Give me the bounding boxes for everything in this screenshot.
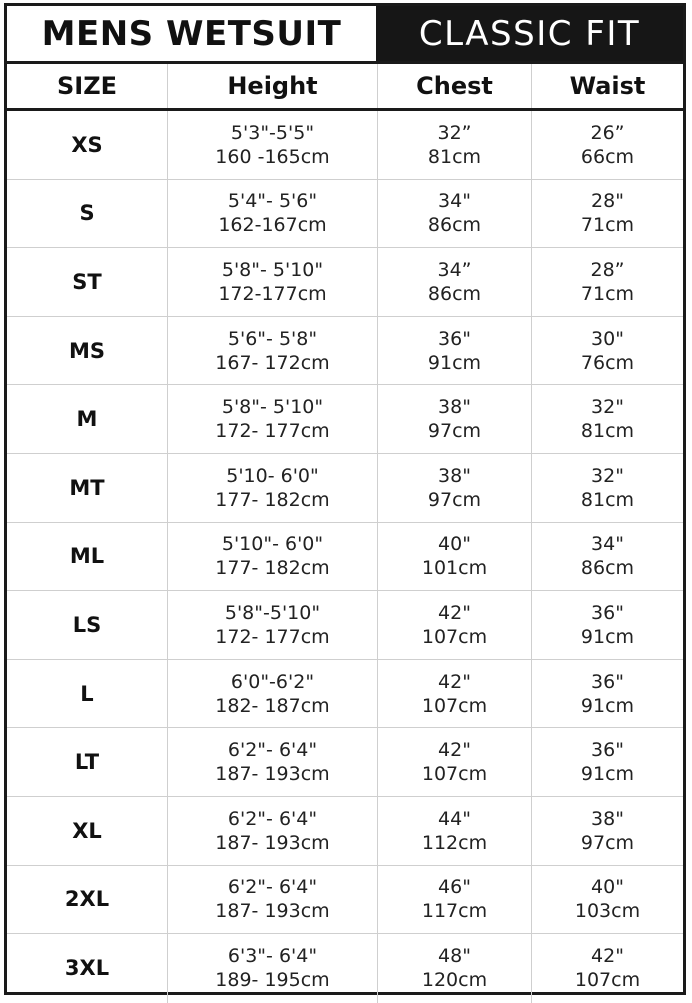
waist-value — [532, 180, 683, 248]
chest-imperial: 44" — [438, 807, 471, 830]
height-value — [168, 180, 378, 248]
waist-imperial: 28” — [590, 258, 625, 281]
waist-value — [532, 797, 683, 865]
height-value — [168, 454, 378, 522]
height-imperial: 5'6"- 5'8" — [227, 327, 318, 350]
chest-value — [378, 523, 532, 591]
chest-imperial: 38" — [438, 464, 471, 487]
waist-imperial: 32" — [591, 464, 624, 487]
chest-imperial: 32” — [437, 121, 472, 144]
waist-imperial: 36" — [591, 601, 624, 624]
waist-metric: 103cm — [574, 900, 641, 923]
size-value: S — [7, 180, 168, 248]
column-header-chest: Chest — [378, 64, 532, 108]
chest-imperial: 48" — [438, 945, 471, 968]
waist-metric: 66cm — [580, 145, 635, 168]
chest-imperial: 42" — [438, 601, 471, 624]
chest-imperial: 34” — [437, 258, 472, 281]
height-imperial: 6'3"- 6'4" — [227, 945, 318, 968]
chest-value — [378, 591, 532, 659]
chest-imperial: 42" — [438, 739, 471, 762]
chest-imperial: 46" — [438, 876, 471, 899]
title-bar — [7, 6, 683, 64]
height-imperial: 5'8"- 5'10" — [221, 258, 324, 281]
waist-metric: 76cm — [580, 351, 635, 374]
chest-value — [378, 797, 532, 865]
height-metric: 162-167cm — [218, 214, 327, 237]
table-row — [7, 934, 683, 1003]
waist-imperial: 36" — [591, 670, 624, 693]
height-imperial: 5'8"-5'10" — [224, 601, 321, 624]
height-imperial: 5'8"- 5'10" — [221, 396, 324, 419]
chest-value — [378, 934, 532, 1003]
height-imperial: 5'4"- 5'6" — [227, 190, 318, 213]
height-value — [168, 248, 378, 316]
size-chart — [4, 3, 686, 995]
chest-metric: 91cm — [427, 351, 482, 374]
waist-metric: 71cm — [580, 282, 635, 305]
size-value: ST — [7, 248, 168, 316]
waist-value — [532, 934, 683, 1003]
table-row — [7, 866, 683, 935]
waist-metric: 71cm — [580, 214, 635, 237]
chest-value — [378, 728, 532, 796]
column-header-row — [7, 64, 683, 111]
fit-label: CLASSIC FIT — [376, 6, 683, 61]
size-value: MS — [7, 317, 168, 385]
waist-metric: 86cm — [580, 557, 635, 580]
height-imperial: 5'3"-5'5" — [230, 121, 315, 144]
height-imperial: 6'2"- 6'4" — [227, 739, 318, 762]
height-imperial: 5'10"- 6'0" — [221, 533, 324, 556]
height-value — [168, 523, 378, 591]
table-row — [7, 111, 683, 180]
waist-value — [532, 111, 683, 179]
chest-imperial: 38" — [438, 396, 471, 419]
size-value: M — [7, 385, 168, 453]
table-row — [7, 180, 683, 249]
chest-value — [378, 385, 532, 453]
size-value: XL — [7, 797, 168, 865]
waist-imperial: 32" — [591, 396, 624, 419]
waist-imperial: 40" — [591, 876, 624, 899]
height-value — [168, 866, 378, 934]
size-value: L — [7, 660, 168, 728]
column-header-waist: Waist — [569, 72, 646, 100]
height-metric: 172- 177cm — [215, 420, 330, 443]
chest-imperial: 34" — [438, 190, 471, 213]
height-metric: 187- 193cm — [215, 763, 330, 786]
table-row — [7, 454, 683, 523]
waist-metric: 91cm — [580, 694, 635, 717]
height-value — [168, 385, 378, 453]
height-metric: 182- 187cm — [215, 694, 330, 717]
chest-metric: 86cm — [427, 214, 482, 237]
height-value — [168, 934, 378, 1003]
table-row — [7, 797, 683, 866]
height-metric: 172- 177cm — [215, 625, 330, 648]
waist-value — [532, 660, 683, 728]
height-imperial: 6'2"- 6'4" — [227, 876, 318, 899]
waist-imperial: 36" — [591, 739, 624, 762]
waist-value — [532, 523, 683, 591]
chest-metric: 112cm — [421, 831, 488, 854]
table-row — [7, 660, 683, 729]
chest-imperial: 40" — [438, 533, 471, 556]
height-value — [168, 797, 378, 865]
size-value: ML — [7, 523, 168, 591]
table-row — [7, 317, 683, 386]
waist-imperial: 30" — [591, 327, 624, 350]
column-header-size: SIZE — [7, 64, 168, 108]
chest-metric: 81cm — [427, 145, 482, 168]
size-value: LT — [7, 728, 168, 796]
chest-imperial: 36" — [438, 327, 471, 350]
height-value — [168, 317, 378, 385]
chest-metric: 107cm — [421, 763, 488, 786]
table-body — [7, 111, 683, 1003]
table-row — [7, 248, 683, 317]
size-value: MT — [7, 454, 168, 522]
height-metric: 177- 182cm — [215, 488, 330, 511]
table-row — [7, 728, 683, 797]
waist-metric: 97cm — [580, 831, 635, 854]
waist-imperial: 38" — [591, 807, 624, 830]
size-value: XS — [7, 111, 168, 179]
size-value: 3XL — [7, 934, 168, 1003]
waist-value — [532, 728, 683, 796]
waist-value — [532, 248, 683, 316]
table-row — [7, 591, 683, 660]
column-header-height: Height — [168, 64, 378, 108]
height-value — [168, 111, 378, 179]
chest-metric: 97cm — [427, 420, 482, 443]
chest-value — [378, 111, 532, 179]
waist-imperial: 34" — [591, 533, 624, 556]
height-value — [168, 591, 378, 659]
waist-metric: 91cm — [580, 625, 635, 648]
height-metric: 189- 195cm — [215, 969, 330, 992]
chest-imperial: 42" — [438, 670, 471, 693]
waist-imperial: 26” — [590, 121, 625, 144]
table-row — [7, 523, 683, 592]
chest-metric: 107cm — [421, 694, 488, 717]
waist-imperial: 42" — [591, 945, 624, 968]
waist-value — [532, 866, 683, 934]
chest-value — [378, 317, 532, 385]
chest-metric: 97cm — [427, 488, 482, 511]
chest-value — [378, 454, 532, 522]
height-metric: 177- 182cm — [215, 557, 330, 580]
waist-metric: 81cm — [580, 420, 635, 443]
height-value — [168, 728, 378, 796]
waist-metric: 81cm — [580, 488, 635, 511]
waist-imperial: 28" — [591, 190, 624, 213]
height-metric: 167- 172cm — [215, 351, 330, 374]
waist-metric: 91cm — [580, 763, 635, 786]
height-metric: 187- 193cm — [215, 900, 330, 923]
waist-value — [532, 591, 683, 659]
size-value: 2XL — [7, 866, 168, 934]
chest-value — [378, 180, 532, 248]
waist-value — [532, 385, 683, 453]
chest-value — [378, 866, 532, 934]
waist-metric: 107cm — [574, 969, 641, 992]
chest-metric: 101cm — [421, 557, 488, 580]
height-imperial: 6'0"-6'2" — [230, 670, 315, 693]
height-value — [168, 660, 378, 728]
chest-value — [378, 248, 532, 316]
waist-value — [532, 454, 683, 522]
height-metric: 187- 193cm — [215, 831, 330, 854]
height-metric: 160 -165cm — [215, 145, 330, 168]
chest-metric: 107cm — [421, 625, 488, 648]
waist-value — [532, 317, 683, 385]
chart-title: MENS WETSUIT — [41, 13, 342, 54]
chest-metric: 117cm — [421, 900, 488, 923]
height-imperial: 5'10- 6'0" — [226, 464, 319, 487]
chest-value — [378, 660, 532, 728]
height-metric: 172-177cm — [218, 282, 327, 305]
height-imperial: 6'2"- 6'4" — [227, 807, 318, 830]
chest-metric: 86cm — [427, 282, 482, 305]
table-row — [7, 385, 683, 454]
size-value: LS — [7, 591, 168, 659]
chest-metric: 120cm — [421, 969, 488, 992]
